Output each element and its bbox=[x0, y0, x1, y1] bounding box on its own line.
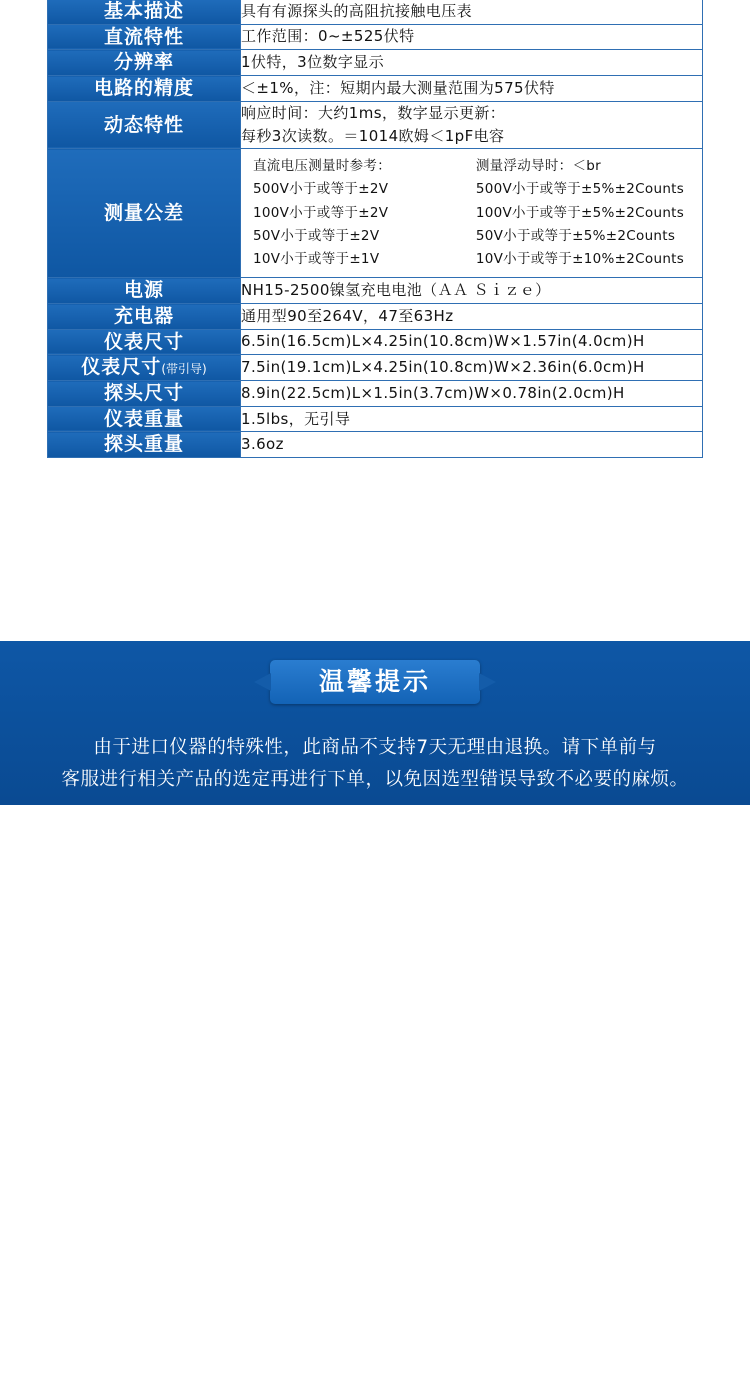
row-label-probe-size bbox=[48, 381, 241, 407]
value-line: NH15-2500镍氢充电电池（ＡＡ Ｓｉｚｅ） bbox=[241, 281, 551, 300]
row-value-dynamic-characteristics bbox=[241, 101, 703, 149]
table-row bbox=[48, 76, 703, 102]
row-label-meter-size bbox=[48, 329, 241, 355]
value-line: 通用型90至264V，47至63Hz bbox=[241, 306, 454, 325]
row-label-text: 探头尺寸 bbox=[103, 382, 184, 405]
row-label-text: 直流特性 bbox=[103, 25, 184, 48]
value-line: 6.5in(16.5cm)L×4.25in(10.8cm)W×1.57in(4.0cm)H bbox=[241, 332, 645, 351]
tolerance-column-left bbox=[241, 155, 464, 271]
row-label-dc-characteristics bbox=[48, 24, 241, 50]
row-label-text: 测量公差 bbox=[103, 201, 184, 224]
value-line: 响应时间：大约1ms，数字显示更新： bbox=[241, 103, 506, 122]
row-label-text: 仪表尺寸 bbox=[81, 356, 162, 379]
row-label-charger bbox=[48, 304, 241, 330]
value-line: 工作范围：0~±525伏特 bbox=[241, 27, 415, 46]
specification-table bbox=[47, 0, 703, 458]
row-value-meter-size bbox=[241, 329, 703, 355]
value-line: 具有有源探头的高阻抗接触电压表 bbox=[241, 1, 473, 20]
row-label-text: 充电器 bbox=[113, 305, 174, 328]
notice-text bbox=[0, 732, 750, 797]
notice-line-1: 由于进口仪器的特殊性，此商品不支持7天无理由退换。请下单前与 bbox=[93, 737, 657, 758]
table-row bbox=[48, 381, 703, 407]
row-label-power-supply bbox=[48, 278, 241, 304]
tolerance-line: 直流电压测量时参考： bbox=[253, 158, 391, 175]
row-label-probe-weight bbox=[48, 432, 241, 458]
table-row bbox=[48, 101, 703, 149]
row-label-meter-size-with-lead bbox=[48, 355, 241, 381]
specification-table-body bbox=[48, 0, 703, 458]
notice-line-2: 客服进行相关产品的选定再进行下单，以免因选型错误导致不必要的麻烦。 bbox=[61, 769, 689, 791]
table-row bbox=[48, 432, 703, 458]
table-row bbox=[48, 0, 703, 24]
row-value-measurement-tolerance bbox=[241, 149, 703, 278]
table-row bbox=[48, 149, 703, 278]
tolerance-line: 10V小于或等于±1V bbox=[253, 251, 380, 268]
value-line: 每秒3次读数。＝1014欧姆＜1pF电容 bbox=[241, 127, 505, 145]
row-value-probe-weight bbox=[241, 432, 703, 458]
row-value-probe-size bbox=[241, 381, 703, 407]
value-line: ＜±1%，注：短期内最大测量范围为575伏特 bbox=[241, 78, 555, 97]
row-label-text: 仪表重量 bbox=[103, 407, 184, 430]
table-row bbox=[48, 355, 703, 381]
row-value-power-supply bbox=[241, 278, 703, 304]
table-row bbox=[48, 50, 703, 76]
value-line: 3.6oz bbox=[241, 435, 284, 454]
tolerance-grid bbox=[241, 155, 702, 271]
company-watermark: 深圳市鑫欧特仪器有限公司 bbox=[261, 1376, 489, 1396]
tolerance-column-right bbox=[464, 155, 702, 271]
row-value-dc-characteristics bbox=[241, 24, 703, 50]
row-value-meter-weight bbox=[241, 406, 703, 432]
specification-table-container bbox=[47, 0, 703, 458]
row-label-basic-description bbox=[48, 0, 241, 24]
tolerance-line: 500V小于或等于±5%±2Counts bbox=[475, 181, 685, 198]
row-value-meter-size-with-lead bbox=[241, 355, 703, 381]
value-line: 7.5in(19.1cm)L×4.25in(10.8cm)W×2.36in(6.0cm)H bbox=[241, 358, 645, 377]
row-value-basic-description bbox=[241, 0, 703, 24]
notice-badge: 温馨提示 bbox=[270, 660, 480, 704]
row-label-sub-text: (带引导) bbox=[161, 362, 207, 377]
row-label-text: 电源 bbox=[123, 279, 164, 302]
tolerance-line: 500V小于或等于±2V bbox=[253, 181, 389, 198]
tolerance-line: 50V小于或等于±2V bbox=[253, 227, 380, 244]
row-label-text: 动态特性 bbox=[103, 113, 184, 136]
row-label-resolution bbox=[48, 50, 241, 76]
row-label-text: 基本描述 bbox=[103, 0, 184, 22]
value-line: 1.5lbs，无引导 bbox=[241, 409, 351, 428]
value-line: 1伏特，3位数字显示 bbox=[241, 53, 385, 72]
tolerance-line: 测量浮动导时：＜br bbox=[475, 158, 601, 175]
row-label-measurement-tolerance bbox=[48, 149, 241, 278]
row-label-text: 仪表尺寸 bbox=[103, 330, 184, 353]
row-value-circuit-accuracy bbox=[241, 76, 703, 102]
row-label-text: 探头重量 bbox=[103, 433, 184, 456]
table-row bbox=[48, 329, 703, 355]
table-row bbox=[48, 406, 703, 432]
row-value-charger bbox=[241, 304, 703, 330]
table-row bbox=[48, 304, 703, 330]
tolerance-line: 100V小于或等于±2V bbox=[253, 204, 389, 221]
row-value-resolution bbox=[241, 50, 703, 76]
tolerance-line: 100V小于或等于±5%±2Counts bbox=[475, 204, 685, 221]
table-row bbox=[48, 278, 703, 304]
tolerance-line: 50V小于或等于±5%±2Counts bbox=[475, 227, 676, 244]
table-row bbox=[48, 24, 703, 50]
row-label-text: 电路的精度 bbox=[93, 77, 194, 100]
row-label-circuit-accuracy bbox=[48, 76, 241, 102]
row-label-text: 分辨率 bbox=[113, 51, 174, 74]
tolerance-line: 10V小于或等于±10%±2Counts bbox=[475, 251, 685, 268]
row-label-meter-weight bbox=[48, 406, 241, 432]
value-line: 8.9in(22.5cm)L×1.5in(3.7cm)W×0.78in(2.0cm)H bbox=[241, 383, 625, 402]
row-label-dynamic-characteristics bbox=[48, 101, 241, 149]
notice-section bbox=[0, 641, 750, 1396]
